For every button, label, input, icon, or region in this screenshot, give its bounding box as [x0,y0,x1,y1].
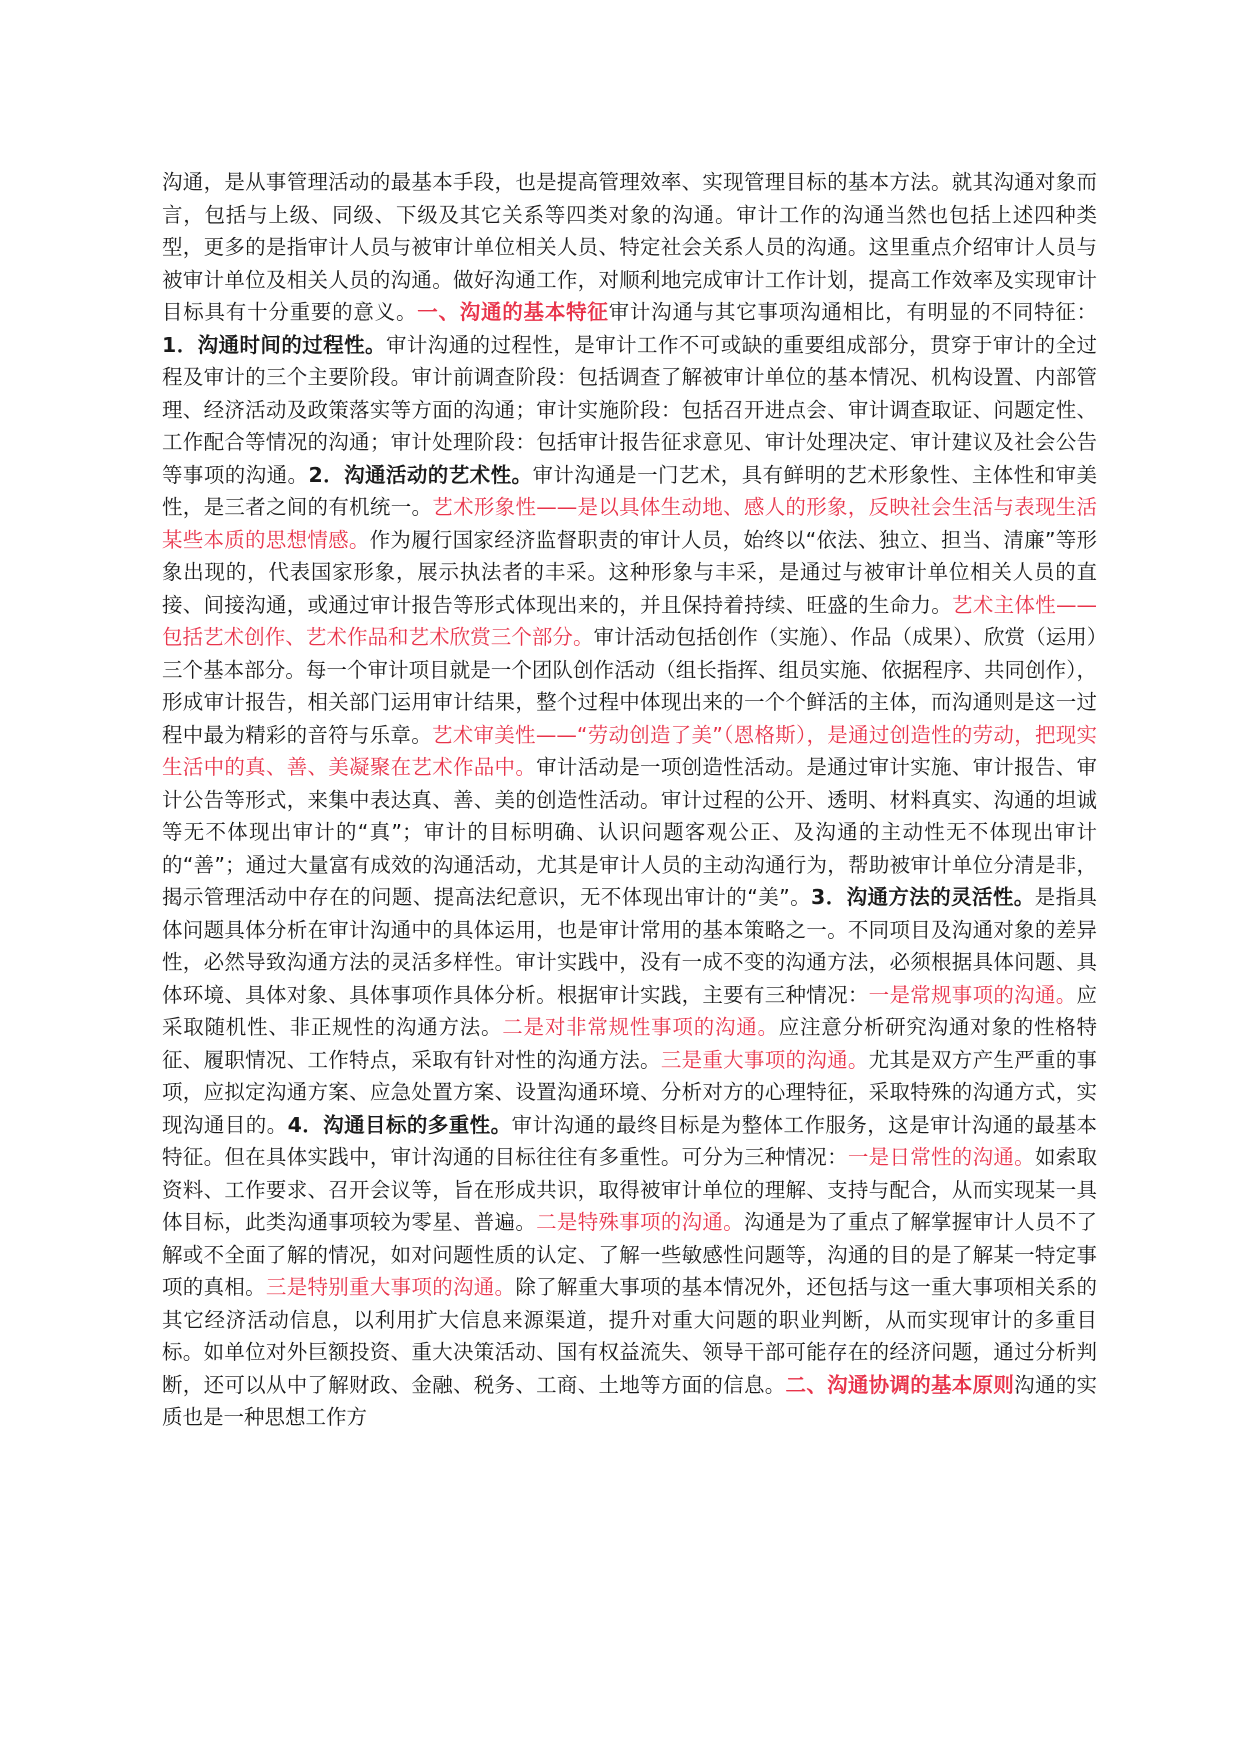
body-text: 沟通的实质也是一种思想工作方 [162,1372,1098,1429]
subheading-flexibility: 3．沟通方法的灵活性。 [811,885,1035,909]
body-text: 审计沟通的最终目标是为整体工作服务，这是审计沟通的最基本特征。但在具体实践中，审计沟通的目标往往有多重性。可分为三种情况： [162,1112,1098,1169]
body-text: 如索取资料、工作要求、召开会议等，旨在形成共识，取得被审计单位的理解、支持与配合，从而实现某一具体目标，此类沟通事项较为零星、普遍。 [162,1145,1098,1234]
heading-basic-principles: 二、沟通协调的基本原则 [785,1372,1015,1397]
body-text: 沟通是为了重点了解掌握审计人员不了解或不全面了解的情况，如对问题性质的认定、了解一些敏感性问题等，沟通的目的是了解某一特定事项的真相。 [162,1210,1098,1299]
intro-text: 沟通，是从事管理活动的最基本手段，也是提高管理效率、实现管理目标的基本方法。就其沟通对象而言，包括与上级、同级、下级及其它关系等四类对象的沟通。审计工作的沟通当然也包括上述四种类型，更多的是指审计人员与被审计单位相关人员、特定社会关系人员的沟通。这里重点介绍审计人员与被审计单位及相关人员的沟通。做好沟通工作，对顺利地完成审计工作计划，提高工作效率及实现审计目标具有十分重要的意义。 [162,170,1097,324]
body-text: 尤其是双方产生严重的事项，应拟定沟通方案、应急处置方案、设置沟通环境、分析对方的心理特征，采取特殊的沟通方式，实现沟通目的。 [162,1047,1098,1137]
body-text: 审计活动包括创作（实施）、作品（成果）、欣赏（运用）三个基本部分。每一个审计项目就是一个团队创作活动（组长指挥、组员实施、依据程序、共同创作），形成审计报告，相关部门运用审计结果，整个过程中体现出来的一个个鲜活的主体，而沟通则是这一过程中最为精彩的音符与乐章。 [162,625,1098,747]
body-text: 是指具体问题具体分析在审计沟通中的具体运用，也是审计常用的基本策略之一。不同项目及沟通对象的差异性，必然导致沟通方法的灵活多样性。审计实践中，没有一成不变的沟通方法，必须根据具体问题、具体环境、具体对象、具体事项作具体分析。根据审计实践，主要有三种情况： [162,885,1098,1007]
highlight-daily: 一是日常性的沟通。 [847,1145,1035,1169]
body-text: 审计沟通的过程性，是审计工作不可或缺的重要组成部分，贯穿于审计的全过程及审计的三个主要阶段。审计前调查阶段：包括调查了解被审计单位的基本情况、机构设置、内部管理、经济活动及政策落实等方面的沟通；审计实施阶段：包括召开进点会、审计调查取证、问题定性、工作配合等情况的沟通；审计处理阶段：包括审计报告征求意见、审计处理决定、审计建议及社会公告等事项的沟通。 [162,332,1098,487]
highlight-major: 三是重大事项的沟通。 [660,1047,869,1072]
highlight-routine: 一是常规事项的沟通。 [868,982,1077,1007]
subheading-multiple-goals: 4．沟通目标的多重性。 [287,1112,512,1137]
highlight-especially-major: 三是特别重大事项的沟通。 [265,1275,516,1299]
body-text: 审计沟通与其它事项沟通相比，有明显的不同特征： [608,300,1098,324]
subheading-process: 1．沟通时间的过程性。 [162,332,386,357]
subheading-artistry: 2．沟通活动的艺术性。 [308,462,533,487]
highlight-art-aesthetics: 艺术审美性——“劳动创造了美”（恩格斯），是通过创造性的劳动，把现实生活中的真、善、美凝聚在艺术作品中。 [162,722,1098,779]
highlight-art-image: 艺术形象性——是以具体生动地、感人的形象，反映社会生活与表现生活某些本质的思想情感。 [162,495,1098,552]
highlight-art-subject: 艺术主体性——包括艺术创作、艺术作品和艺术欣赏三个部分。 [162,592,1098,649]
body-paragraph [162,166,1097,1434]
body-text: 除了解重大事项的基本情况外，还包括与这一重大事项相关系的其它经济活动信息，以利用扩大信息来源渠道，提升对重大问题的职业判断，从而实现审计的多重目标。如单位对外巨额投资、重大决策活动、国有权益流失、领导干部可能存在的经济问题，通过分析判断，还可以从中了解财政、金融、税务、工商、土地等方面的信息。 [162,1275,1098,1397]
body-text: 应采取随机性、非正规性的沟通方法。 [162,982,1098,1039]
body-text: 审计沟通是一门艺术，具有鲜明的艺术形象性、主体性和审美性，是三者之间的有机统一。 [162,462,1098,519]
highlight-nonroutine: 二是对非常规性事项的沟通。 [502,1015,779,1039]
highlight-special: 二是特殊事项的沟通。 [536,1210,744,1234]
body-text: 作为履行国家经济监督职责的审计人员，始终以“依法、独立、担当、清廉”等形象出现的，代表国家形象，展示执法者的丰采。这种形象与丰采，是通过与被审计单位相关人员的直接、间接沟通，或通过审计报告等形式体现出来的，并且保持着持续、旺盛的生命力。 [162,527,1098,617]
body-text: 应注意分析研究沟通对象的性格特征、履职情况、工作特点，采取有针对性的沟通方法。 [162,1015,1098,1072]
heading-basic-features: 一、沟通的基本特征 [417,300,609,324]
body-text: 审计活动是一项创造性活动。是通过审计实施、审计报告、审计公告等形式，来集中表达真、善、美的创造性活动。审计过程的公开、透明、材料真实、沟通的坦诚等无不体现出审计的“真”；审计的目标明确、认识问题客观公正、及沟通的主动性无不体现出审计的“善”；通过大量富有成效的沟通活动，尤其是审计人员的主动沟通行为，帮助被审计单位分清是非，揭示管理活动中存在的问题、提高法纪意识，无不体现出审计的“美”。 [162,755,1098,909]
